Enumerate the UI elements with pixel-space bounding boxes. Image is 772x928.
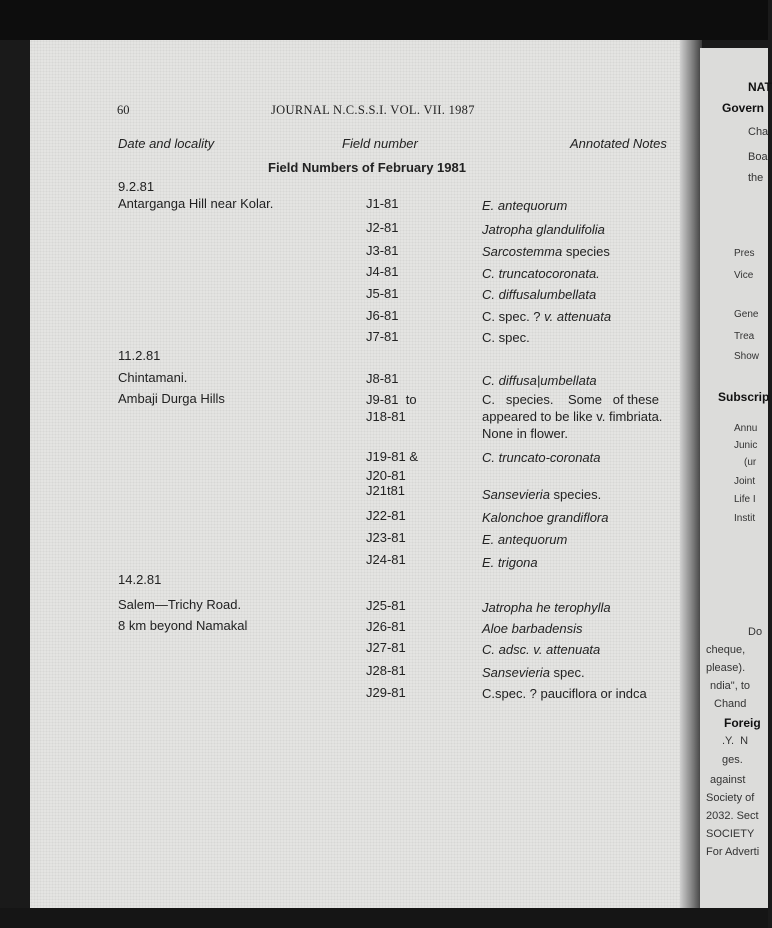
journal-page xyxy=(30,40,692,908)
group-date: 14.2.81 xyxy=(118,572,162,587)
field-number: J5-81 xyxy=(366,286,399,301)
facing-page-line: Govern xyxy=(722,101,765,115)
annotated-note: Kalonchoe grandiflora xyxy=(482,510,609,525)
facing-page-line: 2032. Sect xyxy=(706,810,759,822)
note-roman: C. spec. ? xyxy=(482,309,545,324)
note-italic: Sansevieria xyxy=(482,487,550,502)
field-number: J9-81 to xyxy=(366,392,417,407)
facing-page-line: Do xyxy=(748,626,763,638)
annotated-note: C. diffusalumbellata xyxy=(482,287,597,302)
field-number: J6-81 xyxy=(366,308,399,323)
annotated-note-continued: None in flower. xyxy=(482,426,568,441)
facing-page-line: the xyxy=(748,172,764,184)
facing-page-line: Gene xyxy=(734,309,759,320)
annotated-note xyxy=(482,309,611,324)
group-locality: 8 km beyond Namakal xyxy=(118,618,248,633)
annotated-note: C. spec. xyxy=(482,330,530,345)
group-locality: Chintamani. xyxy=(118,370,188,385)
facing-page-line: Annu xyxy=(734,423,758,434)
field-number: J7-81 xyxy=(366,329,399,344)
facing-page-line: (ur xyxy=(744,457,757,468)
field-number: J1-81 xyxy=(366,196,399,211)
note-roman: species. xyxy=(549,487,602,502)
field-number: J22-81 xyxy=(366,508,406,523)
annotated-note: Jatropha he terophylla xyxy=(482,600,611,615)
field-number: J26-81 xyxy=(366,619,406,634)
facing-page-line: Pres xyxy=(734,248,755,259)
group-locality: Ambaji Durga Hills xyxy=(118,391,225,406)
annotated-note: C. species. Some of these xyxy=(482,392,660,407)
section-title: Field Numbers of February 1981 xyxy=(268,160,466,175)
field-number-range-end: J18-81 xyxy=(366,409,406,424)
facing-page-line: Vice xyxy=(734,270,754,281)
facing-page-line: Cha xyxy=(748,126,769,138)
annotated-note xyxy=(482,487,601,502)
facing-page-line: Junic xyxy=(734,440,758,451)
annotated-note xyxy=(482,665,585,680)
annotated-note: Aloe barbadensis xyxy=(482,621,583,636)
facing-page-line: ndia", to xyxy=(710,680,750,692)
annotated-note xyxy=(482,244,610,259)
column-annotated-notes: Annotated Notes xyxy=(570,136,667,151)
field-number: J8-81 xyxy=(366,371,399,386)
field-number: J3-81 xyxy=(366,243,399,258)
facing-page-line: please). xyxy=(706,662,746,674)
annotated-note: C.spec. ? pauciflora or indca xyxy=(482,686,647,701)
scan-top-edge xyxy=(0,0,768,40)
annotated-note: C. truncatocoronata. xyxy=(482,266,600,281)
field-number: J4-81 xyxy=(366,264,399,279)
note-italic: Sarcostemma xyxy=(482,244,563,259)
note-roman: spec. xyxy=(549,665,585,680)
field-number: J25-81 xyxy=(366,598,406,613)
field-number: J28-81 xyxy=(366,663,406,678)
group-date: 9.2.81 xyxy=(118,179,155,194)
facing-page-line: against xyxy=(710,774,746,786)
note-italic: Sansevieria xyxy=(482,665,550,680)
facing-page-line: cheque, xyxy=(706,644,746,656)
annotated-note: E. trigona xyxy=(482,555,538,570)
field-number: J21t81 xyxy=(366,483,406,498)
facing-page-line: Life I xyxy=(734,494,756,505)
group-date: 11.2.81 xyxy=(118,348,161,363)
facing-page-cropped xyxy=(700,48,772,908)
facing-page-line: Instit xyxy=(734,513,756,524)
facing-page-line: .Y. N xyxy=(722,735,749,747)
field-number: J19-81 & xyxy=(366,449,419,464)
book-spine-shadow xyxy=(680,40,702,908)
group-locality: Salem—Trichy Road. xyxy=(118,597,242,612)
note-roman: species xyxy=(562,244,610,259)
scan-bottom-edge xyxy=(0,908,768,928)
annotated-note-continued: appeared to be like v. fimbriata. xyxy=(482,409,663,424)
facing-page-line: Foreig xyxy=(724,716,761,730)
facing-page-line: Trea xyxy=(734,331,755,342)
page-number: 60 xyxy=(117,103,130,117)
field-number: J2-81 xyxy=(366,220,399,235)
facing-page-line: Society of xyxy=(706,792,755,804)
annotated-note: C. adsc. v. attenuata xyxy=(482,642,601,657)
field-number: J23-81 xyxy=(366,530,406,545)
field-number: J29-81 xyxy=(366,685,406,700)
journal-running-head: JOURNAL N.C.S.S.I. VOL. VII. 1987 xyxy=(271,103,475,117)
field-number: J27-81 xyxy=(366,640,406,655)
facing-page-line: ges. xyxy=(722,754,743,766)
facing-page-line: Show xyxy=(734,351,760,362)
annotated-note: C. diffusa|umbellata xyxy=(482,373,597,388)
field-number: J24-81 xyxy=(366,552,406,567)
facing-page-line: Boa xyxy=(748,151,768,163)
column-date-locality: Date and locality xyxy=(118,136,215,151)
field-number: J20-81 xyxy=(366,468,406,483)
annotated-note: E. antequorum xyxy=(482,198,568,213)
annotated-note: C. truncato-coronata xyxy=(482,450,601,465)
column-field-number: Field number xyxy=(342,136,418,151)
group-locality: Antarganga Hill near Kolar. xyxy=(118,196,274,211)
facing-page-line: For Adverti xyxy=(706,846,760,858)
facing-page-line: SOCIETY xyxy=(706,828,755,840)
facing-page-line: Chand xyxy=(714,698,747,710)
annotated-note: Jatropha glandulifolia xyxy=(482,222,605,237)
facing-page-line: Subscrip xyxy=(718,390,770,404)
facing-page-line: Joint xyxy=(734,476,756,487)
facing-page-line: NAT xyxy=(748,80,772,94)
annotated-note: E. antequorum xyxy=(482,532,568,547)
note-italic: v. attenuata xyxy=(544,309,612,324)
